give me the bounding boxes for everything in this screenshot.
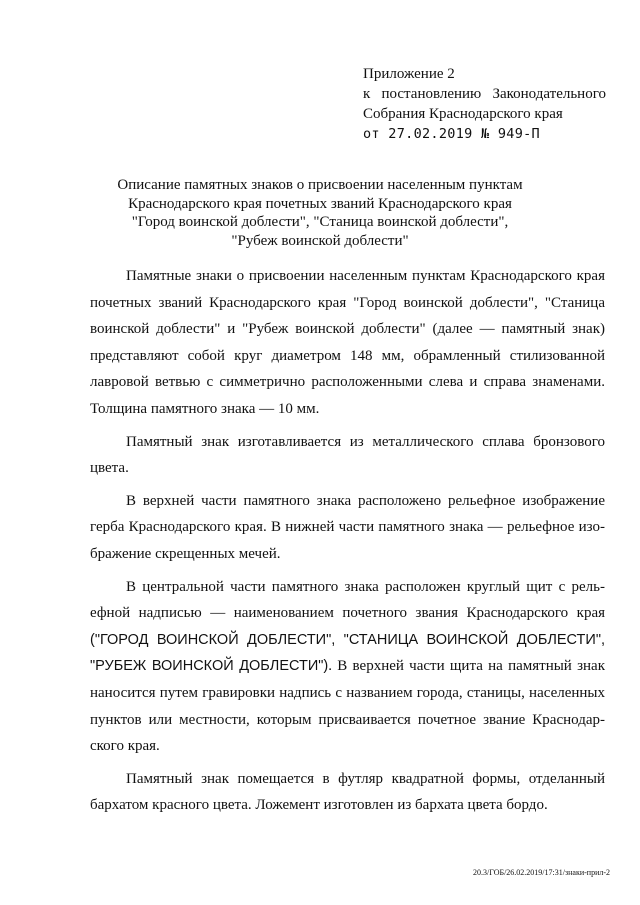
paragraph-4-intro: В центральной части памятного знака расположен круглый щит с рельефной надписью — наименованием почетного звания Краснодарского края xyxy=(90,578,605,622)
annex-reference-line xyxy=(363,84,606,104)
title-line-2: Краснодарского края почетных званий Краснодарского края xyxy=(128,195,512,212)
annex-number: Приложение 2 xyxy=(363,66,455,82)
footer-file-code: 20.3/ГОБ/26.02.2019/17:31/знаки-прил-2 xyxy=(473,868,610,877)
annex-assembly: Собрания Краснодарского края xyxy=(363,106,563,122)
title-line-1: Описание памятных знаков о присвоении населенным пунктам xyxy=(117,177,523,193)
annex-date-number: от 27.02.2019 № 949-П xyxy=(363,126,540,142)
title-line-4: "Рубеж воинской доблести" xyxy=(231,232,409,249)
paragraph-2: Памятный знак изготавливается из металлического сплава бронзового цвета. xyxy=(90,433,605,477)
annex-reference-word-3: Законодательного xyxy=(492,86,606,102)
annex-reference-word-2: постановлению xyxy=(381,86,482,102)
document-body xyxy=(90,263,605,819)
document-title xyxy=(60,176,580,250)
title-line-3: "Город воинской доблести", "Станица воинской доблести", xyxy=(131,214,509,230)
annex-header xyxy=(363,64,613,144)
paragraph-5: Памятный знак помещается в футляр квадратной формы, отделанный бархатом красного цвета. Ложемент изготовлен из бархата цвета бордо. xyxy=(90,770,605,814)
annex-reference-word-1: к xyxy=(363,86,371,102)
paragraph-4 xyxy=(90,574,605,760)
paragraph-4-honorary-titles: ("ГОРОД ВОИНСКОЙ ДОБЛЕСТИ", "СТАНИЦА ВОИНСКОЙ ДОБЛЕСТИ", "РУБЕЖ ВОИНСКОЙ ДОБЛЕСТИ") xyxy=(90,631,605,675)
paragraph-3: В верхней части памятного знака расположено рельефное изображение герба Краснодарского края. В нижней части памятного знака — рельефное изображение скрещенных мечей. xyxy=(90,492,605,562)
paragraph-1: Памятные знаки о присвоении населенным пунктам Краснодарского края почетных званий Краснодарского края "Город воинской доблести", "Станица воинской доблести" и "Рубеж воинской доблести" (далее — памятный знак) представляют собой круг диаметром 148 мм, обрамленный стилизованной лавровой ветвью с симметрично расположенными слева и справа знаменами. Толщина памятного знака — 10 мм. xyxy=(90,268,605,417)
paragraph-4-rest: . В верхней части щита на памятный знак наносится путем гравировки надпись с названием города, станицы, населенных пунктов или местности, которым присваивается почетное звание Краснодарского края. xyxy=(90,658,605,755)
